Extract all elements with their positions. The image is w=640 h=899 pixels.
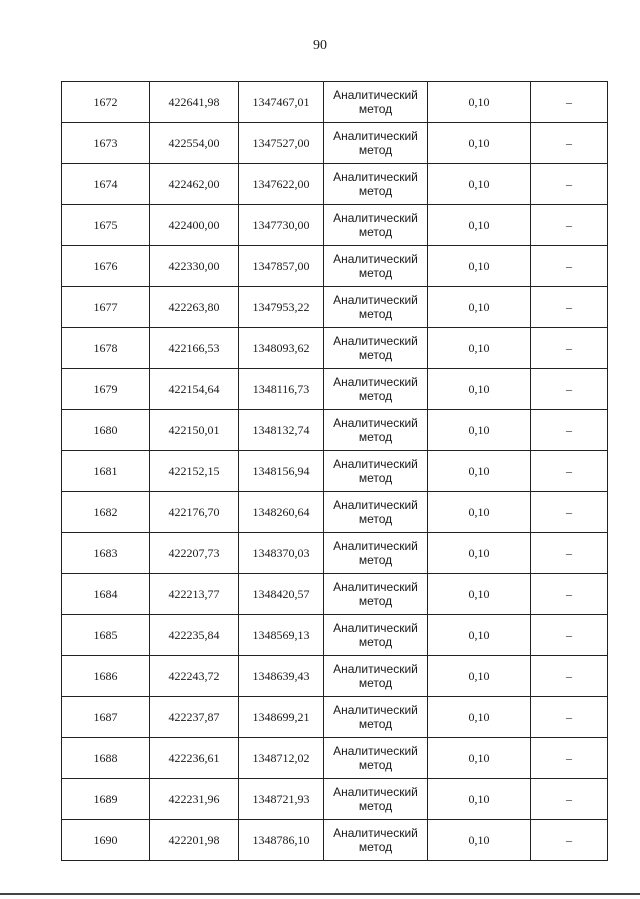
accuracy-cell: 0,10 (428, 697, 531, 738)
note-cell: – (531, 328, 608, 369)
accuracy-cell: 0,10 (428, 287, 531, 328)
table-row (62, 410, 608, 451)
y-coordinate-cell: 1347857,00 (239, 246, 324, 287)
note-cell: – (531, 820, 608, 861)
point-number-cell: 1675 (62, 205, 150, 246)
y-coordinate-cell: 1348093,62 (239, 328, 324, 369)
method-label-line2: метод (358, 307, 393, 321)
method-label-line1: Аналитический (333, 580, 418, 594)
point-number-cell: 1680 (62, 410, 150, 451)
y-coordinate-cell: 1348721,93 (239, 779, 324, 820)
accuracy-cell: 0,10 (428, 615, 531, 656)
table-row (62, 533, 608, 574)
x-coordinate-cell: 422243,72 (150, 656, 239, 697)
y-coordinate-cell: 1348156,94 (239, 451, 324, 492)
method-label-line1: Аналитический (333, 88, 418, 102)
method-label-line2: метод (358, 143, 393, 157)
point-number-cell: 1679 (62, 369, 150, 410)
method-label-line1: Аналитический (333, 621, 418, 635)
x-coordinate-cell: 422231,96 (150, 779, 239, 820)
method-label-line1: Аналитический (333, 498, 418, 512)
method-label-line2: метод (358, 717, 393, 731)
accuracy-cell: 0,10 (428, 82, 531, 123)
table-row (62, 82, 608, 123)
x-coordinate-cell: 422641,98 (150, 82, 239, 123)
accuracy-cell: 0,10 (428, 533, 531, 574)
method-label-line1: Аналитический (333, 785, 418, 799)
table-row (62, 656, 608, 697)
note-cell: – (531, 492, 608, 533)
note-cell: – (531, 164, 608, 205)
y-coordinate-cell: 1348370,03 (239, 533, 324, 574)
table-row (62, 492, 608, 533)
accuracy-cell: 0,10 (428, 164, 531, 205)
method-cell (324, 492, 428, 533)
x-coordinate-cell: 422237,87 (150, 697, 239, 738)
note-cell: – (531, 369, 608, 410)
accuracy-cell: 0,10 (428, 779, 531, 820)
accuracy-cell: 0,10 (428, 738, 531, 779)
point-number-cell: 1674 (62, 164, 150, 205)
method-label-line1: Аналитический (333, 334, 418, 348)
table-body (62, 82, 608, 861)
y-coordinate-cell: 1348260,64 (239, 492, 324, 533)
method-cell (324, 697, 428, 738)
note-cell: – (531, 451, 608, 492)
point-number-cell: 1676 (62, 246, 150, 287)
table-row (62, 697, 608, 738)
point-number-cell: 1683 (62, 533, 150, 574)
note-cell: – (531, 82, 608, 123)
point-number-cell: 1690 (62, 820, 150, 861)
method-label-line1: Аналитический (333, 416, 418, 430)
x-coordinate-cell: 422207,73 (150, 533, 239, 574)
accuracy-cell: 0,10 (428, 820, 531, 861)
x-coordinate-cell: 422235,84 (150, 615, 239, 656)
note-cell: – (531, 574, 608, 615)
method-cell (324, 287, 428, 328)
method-cell (324, 615, 428, 656)
y-coordinate-cell: 1347953,22 (239, 287, 324, 328)
coordinates-table (61, 81, 608, 861)
table-row (62, 738, 608, 779)
note-cell: – (531, 738, 608, 779)
x-coordinate-cell: 422213,77 (150, 574, 239, 615)
x-coordinate-cell: 422176,70 (150, 492, 239, 533)
x-coordinate-cell: 422150,01 (150, 410, 239, 451)
accuracy-cell: 0,10 (428, 574, 531, 615)
table-row (62, 123, 608, 164)
method-label-line2: метод (358, 348, 393, 362)
y-coordinate-cell: 1348116,73 (239, 369, 324, 410)
method-cell (324, 246, 428, 287)
point-number-cell: 1685 (62, 615, 150, 656)
method-cell (324, 656, 428, 697)
table-row (62, 615, 608, 656)
note-cell: – (531, 205, 608, 246)
y-coordinate-cell: 1348712,02 (239, 738, 324, 779)
accuracy-cell: 0,10 (428, 328, 531, 369)
note-cell: – (531, 697, 608, 738)
table-row (62, 779, 608, 820)
method-label-line2: метод (358, 225, 393, 239)
y-coordinate-cell: 1347467,01 (239, 82, 324, 123)
method-cell (324, 779, 428, 820)
method-label-line1: Аналитический (333, 170, 418, 184)
method-label-line1: Аналитический (333, 703, 418, 717)
method-cell (324, 410, 428, 451)
point-number-cell: 1672 (62, 82, 150, 123)
method-label-line2: метод (358, 594, 393, 608)
point-number-cell: 1689 (62, 779, 150, 820)
method-label-line1: Аналитический (333, 826, 418, 840)
x-coordinate-cell: 422400,00 (150, 205, 239, 246)
page-bottom-edge (0, 893, 640, 895)
method-label-line2: метод (358, 758, 393, 772)
point-number-cell: 1681 (62, 451, 150, 492)
method-label-line1: Аналитический (333, 375, 418, 389)
method-label-line1: Аналитический (333, 129, 418, 143)
method-label-line1: Аналитический (333, 252, 418, 266)
x-coordinate-cell: 422263,80 (150, 287, 239, 328)
accuracy-cell: 0,10 (428, 123, 531, 164)
accuracy-cell: 0,10 (428, 205, 531, 246)
note-cell: – (531, 656, 608, 697)
table-row (62, 820, 608, 861)
method-label-line2: метод (358, 102, 393, 116)
y-coordinate-cell: 1348639,43 (239, 656, 324, 697)
method-label-line1: Аналитический (333, 457, 418, 471)
method-cell (324, 451, 428, 492)
method-cell (324, 205, 428, 246)
method-label-line2: метод (358, 184, 393, 198)
method-cell (324, 369, 428, 410)
table-row (62, 287, 608, 328)
point-number-cell: 1682 (62, 492, 150, 533)
x-coordinate-cell: 422152,15 (150, 451, 239, 492)
point-number-cell: 1678 (62, 328, 150, 369)
method-cell (324, 164, 428, 205)
method-label-line2: метод (358, 512, 393, 526)
method-label-line1: Аналитический (333, 539, 418, 553)
note-cell: – (531, 123, 608, 164)
method-cell (324, 123, 428, 164)
point-number-cell: 1687 (62, 697, 150, 738)
y-coordinate-cell: 1348569,13 (239, 615, 324, 656)
note-cell: – (531, 533, 608, 574)
method-cell (324, 82, 428, 123)
method-label-line2: метод (358, 799, 393, 813)
accuracy-cell: 0,10 (428, 410, 531, 451)
table-row (62, 328, 608, 369)
accuracy-cell: 0,10 (428, 451, 531, 492)
accuracy-cell: 0,10 (428, 656, 531, 697)
x-coordinate-cell: 422462,00 (150, 164, 239, 205)
x-coordinate-cell: 422201,98 (150, 820, 239, 861)
table-row (62, 246, 608, 287)
y-coordinate-cell: 1348132,74 (239, 410, 324, 451)
point-number-cell: 1686 (62, 656, 150, 697)
method-label-line2: метод (358, 430, 393, 444)
accuracy-cell: 0,10 (428, 369, 531, 410)
method-label-line1: Аналитический (333, 211, 418, 225)
method-label-line1: Аналитический (333, 293, 418, 307)
note-cell: – (531, 410, 608, 451)
note-cell: – (531, 779, 608, 820)
x-coordinate-cell: 422166,53 (150, 328, 239, 369)
y-coordinate-cell: 1348699,21 (239, 697, 324, 738)
note-cell: – (531, 246, 608, 287)
y-coordinate-cell: 1347730,00 (239, 205, 324, 246)
method-cell (324, 574, 428, 615)
table-row (62, 369, 608, 410)
method-label-line2: метод (358, 553, 393, 567)
y-coordinate-cell: 1348786,10 (239, 820, 324, 861)
method-label-line1: Аналитический (333, 662, 418, 676)
method-cell (324, 738, 428, 779)
method-cell (324, 820, 428, 861)
method-label-line1: Аналитический (333, 744, 418, 758)
page-number: 90 (313, 38, 327, 53)
x-coordinate-cell: 422330,00 (150, 246, 239, 287)
table-row (62, 205, 608, 246)
y-coordinate-cell: 1348420,57 (239, 574, 324, 615)
method-label-line2: метод (358, 840, 393, 854)
table-row (62, 574, 608, 615)
table-row (62, 164, 608, 205)
accuracy-cell: 0,10 (428, 246, 531, 287)
x-coordinate-cell: 422154,64 (150, 369, 239, 410)
x-coordinate-cell: 422554,00 (150, 123, 239, 164)
note-cell: – (531, 615, 608, 656)
y-coordinate-cell: 1347622,00 (239, 164, 324, 205)
table-row (62, 451, 608, 492)
accuracy-cell: 0,10 (428, 492, 531, 533)
method-label-line2: метод (358, 389, 393, 403)
note-cell: – (531, 287, 608, 328)
method-cell (324, 328, 428, 369)
point-number-cell: 1677 (62, 287, 150, 328)
point-number-cell: 1684 (62, 574, 150, 615)
method-label-line2: метод (358, 676, 393, 690)
x-coordinate-cell: 422236,61 (150, 738, 239, 779)
method-cell (324, 533, 428, 574)
method-label-line2: метод (358, 635, 393, 649)
point-number-cell: 1688 (62, 738, 150, 779)
method-label-line2: метод (358, 471, 393, 485)
y-coordinate-cell: 1347527,00 (239, 123, 324, 164)
point-number-cell: 1673 (62, 123, 150, 164)
method-label-line2: метод (358, 266, 393, 280)
